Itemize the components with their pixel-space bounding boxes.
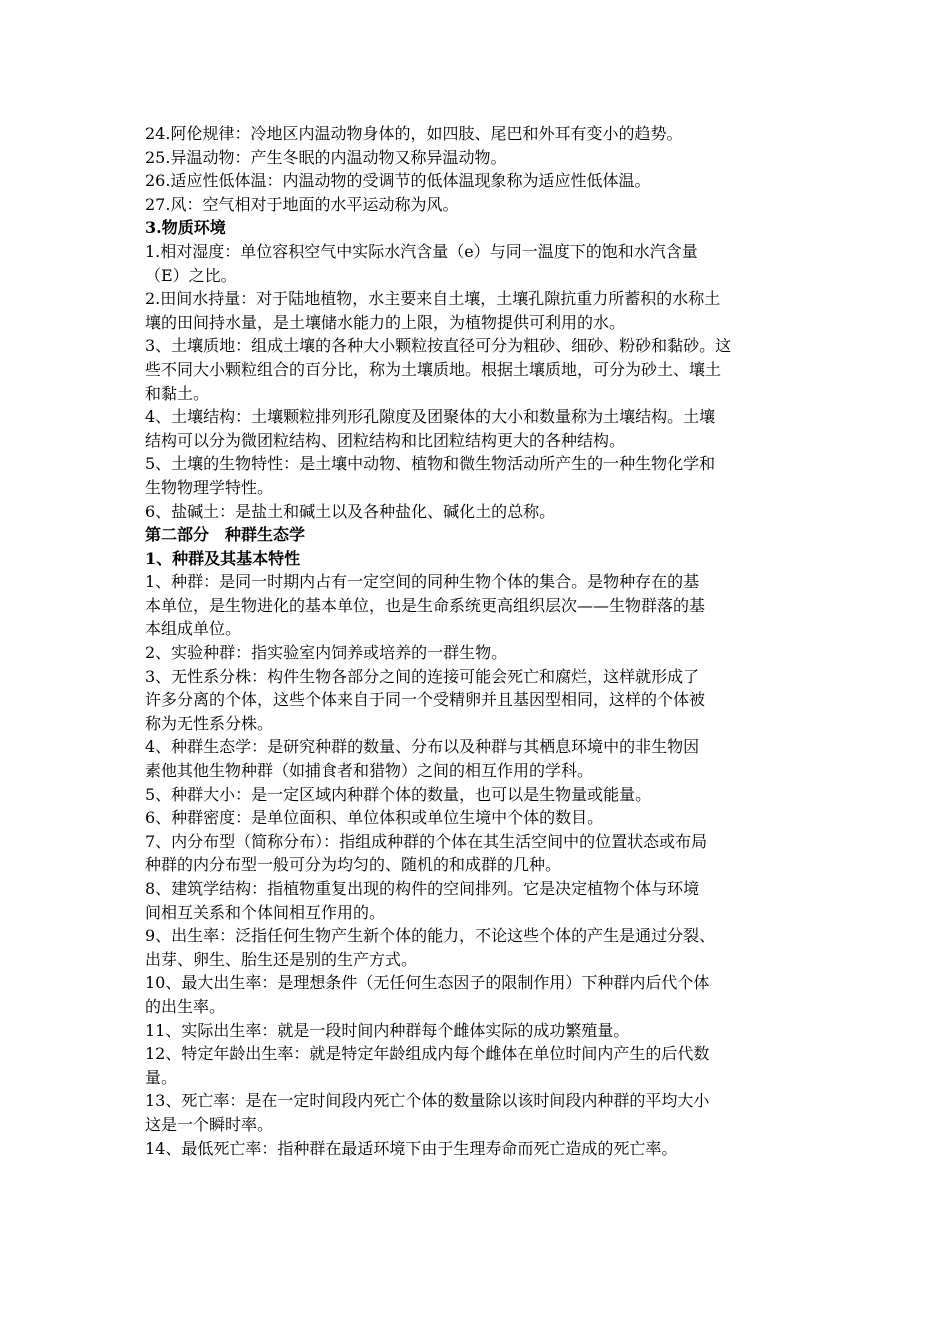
text-line: 2.田间水持量：对于陆地植物，水主要来自土壤，土壤孔隙抗重力所蓄积的水称土 [145, 289, 721, 309]
text-line: 12、特定年龄出生率：就是特定年龄组成内每个雌体在单位时间内产生的后代数 [145, 1044, 710, 1064]
text-line: （E）之比。 [145, 265, 237, 285]
text-line: 7、内分布型（简称分布）：指组成种群的个体在其生活空间中的位置状态或布局 [145, 831, 708, 851]
text-line: 14、最低死亡率：指种群在最适环境下由于生理寿命而死亡造成的死亡率。 [145, 1138, 678, 1158]
text-line: 些不同大小颗粒组合的百分比，称为土壤质地。根据土壤质地，可分为砂土、壤土 [145, 359, 722, 379]
text-line: 4、种群生态学：是研究种群的数量、分布以及种群与其栖息环境中的非生物因 [145, 737, 700, 757]
text-line: 25.异温动物：产生冬眠的内温动物又称异温动物。 [145, 147, 507, 167]
text-line: 壤的田间持水量，是土壤储水能力的上限，为植物提供可利用的水。 [145, 312, 626, 332]
text-line: 3、无性系分株：构件生物各部分之间的连接可能会死亡和腐烂，这样就形成了 [145, 666, 700, 686]
text-line: 出芽、卵生、胎生还是别的生产方式。 [145, 949, 418, 969]
text-line: 间相互关系和个体间相互作用的。 [145, 902, 386, 922]
text-line: 6、盐碱土：是盐土和碱土以及各种盐化、碱化土的总称。 [145, 501, 556, 521]
section-heading: 第二部分 种群生态学 [145, 525, 306, 545]
text-line: 24.阿伦规律：冷地区内温动物身体的，如四肢、尾巴和外耳有变小的趋势。 [145, 124, 683, 143]
text-line: 5、种群大小：是一定区域内种群个体的数量，也可以是生物量或能量。 [145, 784, 652, 804]
text-line: 生物物理学特性。 [145, 477, 274, 497]
text-line: 结构可以分为微团粒结构、团粒结构和比团粒结构更大的各种结构。 [145, 430, 626, 450]
text-line: 26.适应性低体温：内温动物的受调节的低体温现象称为适应性低体温。 [145, 171, 651, 191]
section-heading: 3.物质环境 [145, 218, 226, 238]
document-page [145, 122, 810, 1160]
text-line: 4、土壤结构：土壤颗粒排列形孔隙度及团聚体的大小和数量称为土壤结构。土壤 [145, 407, 716, 427]
text-line: 素他其他生物种群（如捕食者和猎物）之间的相互作用的学科。 [145, 761, 594, 781]
text-line: 6、种群密度：是单位面积、单位体积或单位生境中个体的数目。 [145, 808, 604, 828]
text-line: 5、土壤的生物特性：是土壤中动物、植物和微生物活动所产生的一种生物化学和 [145, 454, 716, 474]
text-line: 这是一个瞬时率。 [145, 1114, 274, 1134]
text-line: 27.风：空气相对于地面的水平运动称为风。 [145, 194, 459, 214]
text-line: 13、死亡率：是在一定时间段内死亡个体的数量除以该时间段内种群的平均大小 [145, 1091, 710, 1111]
text-line: 11、实际出生率：就是一段时间内种群每个雌体实际的成功繁殖量。 [145, 1020, 630, 1040]
text-line: 3、土壤质地：组成土壤的各种大小颗粒按直径可分为粗砂、细砂、粉砂和黏砂。这 [145, 336, 732, 356]
text-line: 9、出生率：泛指任何生物产生新个体的能力，不论这些个体的产生是通过分裂、 [145, 926, 716, 946]
text-line: 量。 [145, 1067, 178, 1087]
text-line: 10、最大出生率：是理想条件（无任何生态因子的限制作用）下种群内后代个体 [145, 973, 710, 993]
text-line: 1、种群：是同一时期内占有一定空间的同种生物个体的集合。是物种存在的基 [145, 572, 700, 592]
text-line: 种群的内分布型一般可分为均匀的、随机的和成群的几种。 [145, 855, 562, 875]
text-line: 的出生率。 [145, 996, 226, 1016]
section-heading: 1、种群及其基本特性 [145, 548, 301, 568]
text-line: 称为无性系分株。 [145, 713, 274, 733]
text-line: 1.相对湿度：单位容积空气中实际水汽含量（e）与同一温度下的饱和水汽含量 [145, 241, 698, 261]
text-line: 2、实验种群：指实验室内饲养或培养的一群生物。 [145, 643, 508, 663]
text-line: 和黏土。 [145, 383, 210, 403]
text-line: 本单位，是生物进化的基本单位，也是生命系统更高组织层次——生物群落的基 [145, 595, 706, 615]
text-line: 8、建筑学结构：指植物重复出现的构件的空间排列。它是决定植物个体与环境 [145, 879, 700, 898]
text-line: 本组成单位。 [145, 619, 242, 639]
text-line: 许多分离的个体，这些个体来自于同一个受精卵并且基因型相同，这样的个体被 [145, 690, 706, 710]
